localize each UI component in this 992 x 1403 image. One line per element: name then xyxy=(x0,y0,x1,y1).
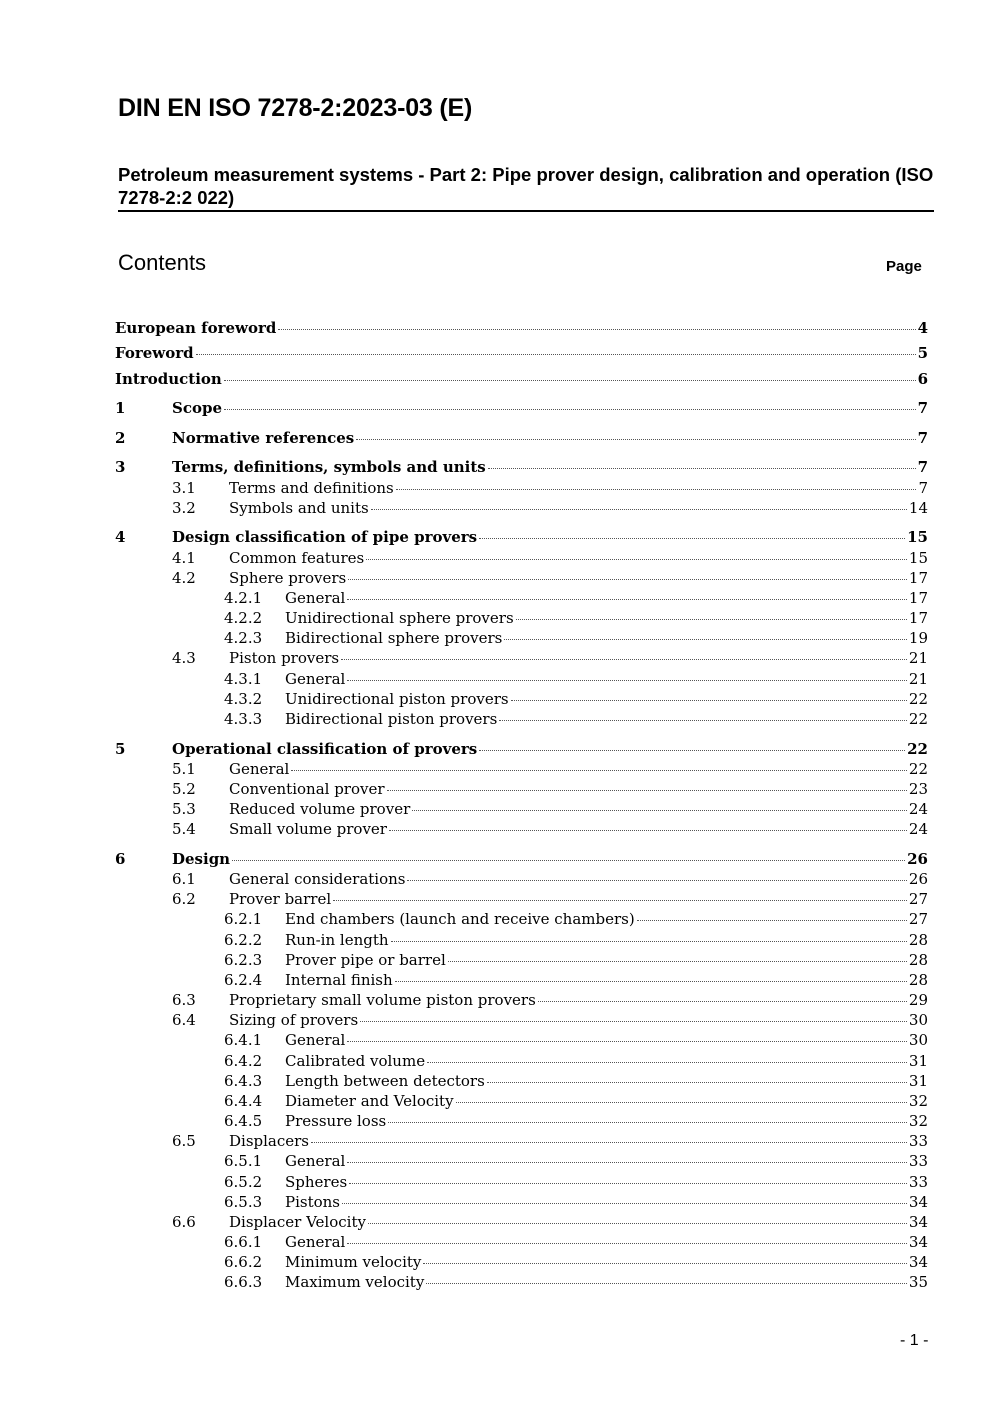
toc-leader-dots xyxy=(511,700,907,701)
toc-entry-number: 6.4.1 xyxy=(224,1031,263,1049)
toc-entry[interactable] xyxy=(115,318,928,338)
toc-entry-page: 33 xyxy=(908,1132,928,1150)
toc-entry-label: Pressure loss xyxy=(285,1112,387,1130)
toc-entry-page: 28 xyxy=(908,971,928,989)
toc-leader-dots xyxy=(423,1263,907,1264)
toc-entry-number: 3 xyxy=(115,458,126,476)
toc-entry-label: Small volume prover xyxy=(229,820,387,838)
toc-leader-dots xyxy=(348,579,907,580)
toc-entry-number: 6.4.2 xyxy=(224,1052,263,1070)
toc-entry-page: 7 xyxy=(917,399,928,417)
toc-entry-page: 15 xyxy=(907,528,928,546)
toc-entry-page: 33 xyxy=(908,1173,928,1191)
toc-entry[interactable] xyxy=(115,369,928,389)
toc-entry-label: Length between detectors xyxy=(285,1072,485,1090)
toc-entry-label: General xyxy=(229,760,290,778)
toc-leader-dots xyxy=(356,439,915,440)
toc-entry[interactable] xyxy=(224,669,928,689)
toc-entry-number: 5.2 xyxy=(172,780,196,798)
toc-entry[interactable] xyxy=(172,990,928,1010)
toc-entry-label: Reduced volume prover xyxy=(229,800,411,818)
toc-entry[interactable] xyxy=(224,1030,928,1050)
toc-entry[interactable] xyxy=(172,478,928,498)
toc-entry[interactable] xyxy=(115,398,928,418)
toc-entry[interactable] xyxy=(115,527,928,547)
toc-entry-label: Run-in length xyxy=(285,931,389,949)
toc-entry-page: 14 xyxy=(908,499,928,517)
toc-entry[interactable] xyxy=(172,779,928,799)
toc-entry-label: Operational classification of provers xyxy=(172,740,478,758)
toc-leader-dots xyxy=(232,860,905,861)
toc-entry-page: 27 xyxy=(908,910,928,928)
toc-leader-dots xyxy=(196,354,916,355)
toc-entry-page: 24 xyxy=(908,820,928,838)
toc-entry[interactable] xyxy=(224,628,928,648)
toc-entry[interactable] xyxy=(224,709,928,729)
toc-entry[interactable] xyxy=(172,759,928,779)
toc-entry-label: General considerations xyxy=(229,870,406,888)
toc-entry[interactable] xyxy=(172,819,928,839)
toc-entry-label: Maximum velocity xyxy=(285,1273,425,1291)
toc-entry-number: 6.4 xyxy=(172,1011,196,1029)
toc-entry-number: 6.4.3 xyxy=(224,1072,263,1090)
toc-entry[interactable] xyxy=(115,457,928,477)
toc-entry-page: 22 xyxy=(908,710,928,728)
toc-leader-dots xyxy=(311,1142,907,1143)
toc-leader-dots xyxy=(224,380,916,381)
toc-entry[interactable] xyxy=(224,930,928,950)
toc-leader-dots xyxy=(347,1041,907,1042)
toc-entry[interactable] xyxy=(224,1111,928,1131)
toc-entry-label: Foreword xyxy=(115,344,194,362)
toc-entry-number: 6.5.1 xyxy=(224,1152,263,1170)
toc-entry-number: 6.6 xyxy=(172,1213,196,1231)
toc-entry-number: 5.4 xyxy=(172,820,196,838)
toc-entry-page: 31 xyxy=(908,1052,928,1070)
toc-leader-dots xyxy=(488,468,916,469)
toc-entry[interactable] xyxy=(115,739,928,759)
toc-entry-label: Unidirectional sphere provers xyxy=(285,609,514,627)
toc-entry-label: General xyxy=(285,1233,346,1251)
toc-entry-label: Conventional prover xyxy=(229,780,385,798)
toc-entry[interactable] xyxy=(172,869,928,889)
toc-leader-dots xyxy=(349,1183,907,1184)
toc-entry-number: 6.2.3 xyxy=(224,951,263,969)
toc-entry-label: Sizing of provers xyxy=(229,1011,359,1029)
toc-leader-dots xyxy=(456,1102,907,1103)
toc-entry[interactable] xyxy=(172,498,928,518)
toc-entry-page: 27 xyxy=(908,890,928,908)
document-title: DIN EN ISO 7278-2:2023-03 (E) xyxy=(118,94,473,122)
toc-entry-label: Terms, definitions, symbols and units xyxy=(172,458,486,476)
toc-entry-label: General xyxy=(285,670,346,688)
toc-entry-page: 34 xyxy=(908,1193,928,1211)
toc-entry[interactable] xyxy=(224,950,928,970)
toc-entry-label: Prover barrel xyxy=(229,890,332,908)
toc-entry-number: 4 xyxy=(115,528,126,546)
toc-entry-page: 17 xyxy=(908,609,928,627)
toc-entry-label: Prover pipe or barrel xyxy=(285,951,446,969)
toc-entry-number: 2 xyxy=(115,429,126,447)
toc-entry-label: Internal finish xyxy=(285,971,393,989)
toc-entry-label: Common features xyxy=(229,549,365,567)
toc-entry-label: Design classification of pipe provers xyxy=(172,528,478,546)
toc-entry-number: 4.2.2 xyxy=(224,609,263,627)
toc-entry-label: Proprietary small volume piston provers xyxy=(229,991,536,1009)
toc-entry[interactable] xyxy=(172,548,928,568)
toc-entry-number: 6.2.4 xyxy=(224,971,263,989)
toc-entry-number: 1 xyxy=(115,399,126,417)
toc-entry-page: 28 xyxy=(908,951,928,969)
toc-leader-dots xyxy=(371,509,907,510)
toc-entry-number: 6.4.4 xyxy=(224,1092,263,1110)
toc-leader-dots xyxy=(347,599,907,600)
toc-entry-page: 29 xyxy=(908,991,928,1009)
toc-entry-number: 6.5.2 xyxy=(224,1173,263,1191)
toc-leader-dots xyxy=(448,961,907,962)
toc-entry-label: Scope xyxy=(172,399,223,417)
toc-entry-number: 6.6.2 xyxy=(224,1253,263,1271)
toc-entry-number: 5.3 xyxy=(172,800,196,818)
toc-entry[interactable] xyxy=(172,648,928,668)
toc-entry-label: Introduction xyxy=(115,370,222,388)
toc-entry-page: 7 xyxy=(917,458,928,476)
toc-entry-number: 3.2 xyxy=(172,499,196,517)
toc-leader-dots xyxy=(396,489,917,490)
toc-leader-dots xyxy=(224,409,916,410)
toc-entry-label: General xyxy=(285,1031,346,1049)
toc-leader-dots xyxy=(347,1243,907,1244)
toc-leader-dots xyxy=(479,538,905,539)
toc-entry-label: Diameter and Velocity xyxy=(285,1092,454,1110)
toc-leader-dots xyxy=(347,1162,907,1163)
toc-entry[interactable] xyxy=(172,1010,928,1030)
toc-leader-dots xyxy=(366,559,907,560)
toc-entry[interactable] xyxy=(172,568,928,588)
toc-entry-label: Design xyxy=(172,850,231,868)
toc-entry-page: 28 xyxy=(908,931,928,949)
toc-leader-dots xyxy=(388,1122,907,1123)
toc-entry-label: Terms and definitions xyxy=(229,479,394,497)
toc-leader-dots xyxy=(360,1021,907,1022)
toc-entry[interactable] xyxy=(224,588,928,608)
toc-entry[interactable] xyxy=(224,608,928,628)
toc-leader-dots xyxy=(487,1082,907,1083)
toc-entry[interactable] xyxy=(115,428,928,448)
toc-entry-page: 35 xyxy=(908,1273,928,1291)
toc-entry-page: 26 xyxy=(907,850,928,868)
toc-leader-dots xyxy=(341,659,907,660)
toc-entry-label: Bidirectional piston provers xyxy=(285,710,498,728)
toc-entry[interactable] xyxy=(224,1151,928,1171)
toc-entry-number: 6.1 xyxy=(172,870,196,888)
toc-entry-label: Pistons xyxy=(285,1193,341,1211)
toc-entry-page: 5 xyxy=(917,344,928,362)
toc-entry-label: Displacers xyxy=(229,1132,310,1150)
toc-entry-label: Spheres xyxy=(285,1173,348,1191)
toc-entry-label: Displacer Velocity xyxy=(229,1213,366,1231)
toc-entry-label: European foreword xyxy=(115,319,277,337)
toc-leader-dots xyxy=(499,720,907,721)
toc-entry-label: Symbols and units xyxy=(229,499,369,517)
toc-entry-label: Calibrated volume xyxy=(285,1052,426,1070)
toc-entry-label: End chambers (launch and receive chambers) xyxy=(285,910,635,928)
toc-entry-page: 33 xyxy=(908,1152,928,1170)
toc-entry-page: 17 xyxy=(908,569,928,587)
toc-entry-label: Minimum velocity xyxy=(285,1253,422,1271)
toc-entry[interactable] xyxy=(224,909,928,929)
toc-entry-number: 6.2.2 xyxy=(224,931,263,949)
toc-entry-page: 30 xyxy=(908,1031,928,1049)
toc-entry-number: 6.2 xyxy=(172,890,196,908)
toc-entry-number: 4.2.3 xyxy=(224,629,263,647)
toc-leader-dots xyxy=(637,920,907,921)
footer-page-number: - 1 - xyxy=(900,1332,929,1349)
toc-entry-page: 32 xyxy=(908,1092,928,1110)
toc-entry-page: 34 xyxy=(908,1253,928,1271)
toc-leader-dots xyxy=(387,790,907,791)
toc-entry-label: General xyxy=(285,1152,346,1170)
toc-entry-number: 4.3.1 xyxy=(224,670,263,688)
toc-leader-dots xyxy=(407,880,906,881)
toc-entry-number: 6.6.1 xyxy=(224,1233,263,1251)
toc-leader-dots xyxy=(479,750,905,751)
toc-leader-dots xyxy=(291,770,907,771)
toc-entry-number: 3.1 xyxy=(172,479,196,497)
toc-entry-page: 22 xyxy=(908,760,928,778)
toc-entry[interactable] xyxy=(224,1091,928,1111)
toc-entry-number: 5.1 xyxy=(172,760,196,778)
toc-leader-dots xyxy=(368,1223,907,1224)
toc-entry-page: 26 xyxy=(908,870,928,888)
toc-entry[interactable] xyxy=(224,1232,928,1252)
toc-entry-label: Sphere provers xyxy=(229,569,347,587)
toc-leader-dots xyxy=(278,329,915,330)
toc-leader-dots xyxy=(347,680,907,681)
toc-entry-label: Bidirectional sphere provers xyxy=(285,629,503,647)
toc-leader-dots xyxy=(391,941,907,942)
toc-entry-page: 24 xyxy=(908,800,928,818)
toc-entry[interactable] xyxy=(172,799,928,819)
toc-entry-page: 7 xyxy=(917,429,928,447)
toc-entry-number: 4.3.3 xyxy=(224,710,263,728)
toc-entry[interactable] xyxy=(115,849,928,869)
toc-leader-dots xyxy=(412,810,907,811)
toc-entry-number: 4.3.2 xyxy=(224,690,263,708)
toc-entry-page: 22 xyxy=(907,740,928,758)
toc-entry-page: 7 xyxy=(918,479,928,497)
toc-entry-number: 6.2.1 xyxy=(224,910,263,928)
toc-entry-label: Normative references xyxy=(172,429,355,447)
toc-entry-page: 15 xyxy=(908,549,928,567)
toc-entry-page: 34 xyxy=(908,1213,928,1231)
toc-entry-page: 17 xyxy=(908,589,928,607)
toc-leader-dots xyxy=(427,1062,907,1063)
toc-leader-dots xyxy=(333,900,907,901)
toc-entry[interactable] xyxy=(172,1131,928,1151)
document-subtitle: Petroleum measurement systems - Part 2: Pipe prover design, calibration and operation (ISO 7278-2:2 022) xyxy=(118,164,934,208)
toc-entry-number: 6.3 xyxy=(172,991,196,1009)
toc-entry-page: 4 xyxy=(917,319,928,337)
toc-entry-page: 31 xyxy=(908,1072,928,1090)
toc-entry-number: 6.6.3 xyxy=(224,1273,263,1291)
toc-entry-number: 4.2 xyxy=(172,569,196,587)
toc-entry-page: 32 xyxy=(908,1112,928,1130)
toc-entry[interactable] xyxy=(224,689,928,709)
page-column-heading: Page xyxy=(886,258,922,275)
toc-entry-number: 4.3 xyxy=(172,649,196,667)
toc-entry-number: 4.1 xyxy=(172,549,196,567)
toc-leader-dots xyxy=(426,1283,907,1284)
toc-entry[interactable] xyxy=(172,889,928,909)
toc-entry[interactable] xyxy=(224,1172,928,1192)
toc-entry-page: 21 xyxy=(908,649,928,667)
toc-entry-page: 22 xyxy=(908,690,928,708)
toc-entry[interactable] xyxy=(224,1071,928,1091)
toc-entry-number: 6.5.3 xyxy=(224,1193,263,1211)
toc-entry[interactable] xyxy=(224,1192,928,1212)
toc-entry-number: 5 xyxy=(115,740,126,758)
toc-leader-dots xyxy=(516,619,907,620)
toc-leader-dots xyxy=(395,981,907,982)
toc-entry[interactable] xyxy=(224,1252,928,1272)
toc-leader-dots xyxy=(538,1001,907,1002)
toc-entry[interactable] xyxy=(115,343,928,363)
toc-entry-label: Piston provers xyxy=(229,649,340,667)
toc-entry-label: General xyxy=(285,589,346,607)
toc-entry-page: 21 xyxy=(908,670,928,688)
toc-entry[interactable] xyxy=(224,1272,928,1292)
toc-leader-dots xyxy=(342,1203,907,1204)
toc-entry-page: 19 xyxy=(908,629,928,647)
toc-entry-page: 6 xyxy=(917,370,928,388)
toc-entry-page: 34 xyxy=(908,1233,928,1251)
toc-entry-number: 6 xyxy=(115,850,126,868)
toc-entry[interactable] xyxy=(172,1212,928,1232)
toc-leader-dots xyxy=(504,639,907,640)
toc-entry-number: 4.2.1 xyxy=(224,589,263,607)
toc-leader-dots xyxy=(389,830,907,831)
toc-entry-label: Unidirectional piston provers xyxy=(285,690,509,708)
toc-entry[interactable] xyxy=(224,1051,928,1071)
toc-entry[interactable] xyxy=(224,970,928,990)
toc-entry-page: 30 xyxy=(908,1011,928,1029)
toc-entry-page: 23 xyxy=(908,780,928,798)
toc-entry-number: 6.5 xyxy=(172,1132,196,1150)
toc-entry-number: 6.4.5 xyxy=(224,1112,263,1130)
contents-heading: Contents xyxy=(118,250,207,275)
